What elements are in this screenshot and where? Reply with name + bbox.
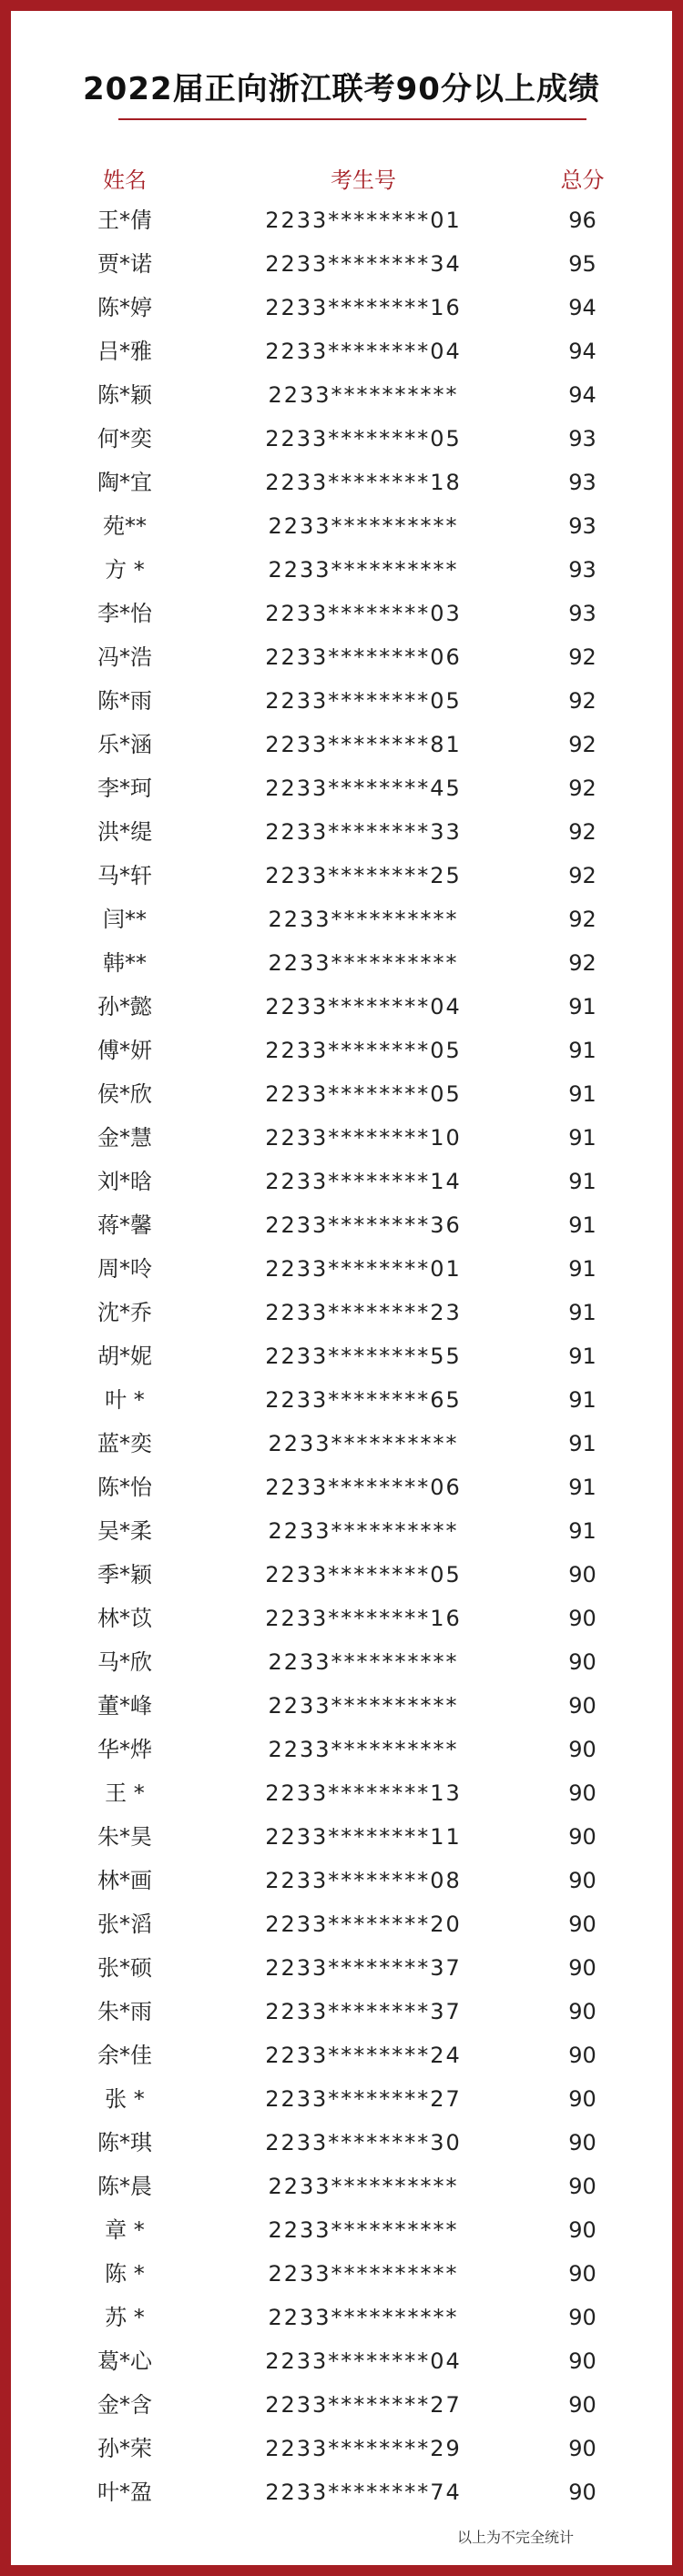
exam-id: 2233********05 [265, 426, 462, 451]
total-score: 91 [568, 1475, 596, 1500]
table-row [11, 504, 672, 548]
total-score: 91 [568, 1387, 596, 1413]
student-name: 陈*雨 [97, 688, 152, 714]
student-name: 叶 * [105, 1387, 145, 1413]
total-score: 90 [568, 1780, 596, 1806]
student-name: 陈*晨 [97, 2174, 152, 2199]
total-score: 91 [568, 1431, 596, 1456]
table-row [11, 766, 672, 810]
title-divider [118, 118, 586, 120]
table-row [11, 461, 672, 504]
table-row [11, 2165, 672, 2208]
exam-id: 2233********81 [265, 732, 462, 757]
student-name: 蓝*奕 [97, 1431, 152, 1456]
total-score: 91 [568, 1300, 596, 1325]
exam-id: 2233********** [268, 2174, 459, 2199]
student-name: 季*颖 [97, 1562, 152, 1587]
total-score: 90 [568, 2436, 596, 2461]
exam-id: 2233********08 [265, 1868, 462, 1893]
total-score: 90 [568, 1606, 596, 1631]
exam-id: 2233********05 [265, 1038, 462, 1063]
student-name: 苏 * [105, 2305, 145, 2330]
exam-id: 2233********20 [265, 1912, 462, 1937]
table-row [11, 1553, 672, 1597]
exam-id: 2233********29 [265, 2436, 462, 2461]
exam-id: 2233********** [268, 907, 459, 932]
total-score: 93 [568, 513, 596, 539]
student-name: 章 * [105, 2217, 145, 2243]
total-score: 93 [568, 601, 596, 626]
table-row [11, 2427, 672, 2470]
exam-id: 2233********36 [265, 1212, 462, 1238]
total-score: 91 [568, 1256, 596, 1282]
total-score: 92 [568, 950, 596, 976]
total-score: 91 [568, 1518, 596, 1544]
exam-id: 2233********45 [265, 776, 462, 801]
exam-id: 2233********55 [265, 1344, 462, 1369]
table-row [11, 2470, 672, 2514]
student-name: 沈*乔 [97, 1300, 152, 1325]
table-row [11, 2033, 672, 2077]
total-score: 90 [568, 2130, 596, 2155]
footnote: 以上为不完全统计 [456, 2529, 574, 2546]
exam-id: 2233********24 [265, 2043, 462, 2068]
table-row [11, 1334, 672, 1378]
table-row [11, 592, 672, 635]
total-score: 90 [568, 1912, 596, 1937]
table-row [11, 635, 672, 679]
total-score: 90 [568, 1955, 596, 1981]
table-row [11, 1160, 672, 1203]
total-score: 90 [568, 2480, 596, 2505]
table-row [11, 330, 672, 373]
exam-id: 2233********03 [265, 601, 462, 626]
total-score: 96 [568, 208, 596, 233]
table-row [11, 2208, 672, 2252]
student-name: 陈*婷 [97, 295, 152, 320]
student-name: 马*轩 [97, 863, 152, 888]
student-name: 贾*诺 [97, 251, 152, 277]
total-score: 90 [568, 1693, 596, 1719]
student-name: 胡*妮 [97, 1344, 152, 1369]
student-name: 陶*宜 [97, 470, 152, 495]
student-name: 马*欣 [97, 1649, 152, 1675]
table-row [11, 548, 672, 592]
table-row [11, 242, 672, 286]
student-name: 侯*欣 [97, 1081, 152, 1107]
exam-id: 2233********** [268, 2305, 459, 2330]
student-name: 吴*柔 [97, 1518, 152, 1544]
table-row [11, 1859, 672, 1902]
total-score: 90 [568, 1868, 596, 1893]
exam-id: 2233********65 [265, 1387, 462, 1413]
table-row [11, 198, 672, 242]
exam-id: 2233********37 [265, 1955, 462, 1981]
table-row [11, 2296, 672, 2339]
total-score: 90 [568, 2217, 596, 2243]
student-name: 董*峰 [97, 1693, 152, 1719]
exam-id: 2233********25 [265, 863, 462, 888]
student-name: 金*慧 [97, 1125, 152, 1151]
table-row [11, 2383, 672, 2427]
student-name: 张 * [105, 2086, 145, 2112]
student-name: 张*滔 [97, 1912, 152, 1937]
exam-id: 2233********** [268, 2217, 459, 2243]
table-row [11, 286, 672, 330]
exam-id: 2233********01 [265, 208, 462, 233]
table-row [11, 1247, 672, 1291]
table-row [11, 2077, 672, 2121]
student-name: 葛*心 [97, 2348, 152, 2374]
total-score: 91 [568, 1212, 596, 1238]
exam-id: 2233********** [268, 513, 459, 539]
student-name: 陈 * [105, 2261, 145, 2287]
total-score: 91 [568, 1344, 596, 1369]
student-name: 冯*浩 [97, 644, 152, 670]
exam-id: 2233********** [268, 1518, 459, 1544]
exam-id: 2233********16 [265, 1606, 462, 1631]
exam-id: 2233********05 [265, 1562, 462, 1587]
table-row [11, 1422, 672, 1465]
exam-id: 2233********18 [265, 470, 462, 495]
exam-id: 2233********16 [265, 295, 462, 320]
exam-id: 2233********04 [265, 339, 462, 364]
table-row [11, 1116, 672, 1160]
page-title: 2022届正向浙江联考90分以上成绩 [83, 71, 600, 107]
table-row [11, 1203, 672, 1247]
header-exam-id: 考生号 [331, 167, 396, 193]
total-score: 93 [568, 470, 596, 495]
exam-id: 2233********** [268, 950, 459, 976]
table-row [11, 1640, 672, 1684]
exam-id: 2233********37 [265, 1999, 462, 2024]
student-name: 何*奕 [97, 426, 152, 451]
student-name: 林*画 [97, 1868, 152, 1893]
student-name: 陈*琪 [97, 2130, 152, 2155]
student-name: 洪*缇 [97, 819, 152, 845]
total-score: 90 [568, 1737, 596, 1762]
exam-id: 2233********** [268, 557, 459, 583]
exam-id: 2233********27 [265, 2086, 462, 2112]
student-name: 闫** [103, 907, 147, 932]
table-row [11, 1771, 672, 1815]
total-score: 91 [568, 1081, 596, 1107]
student-name: 李*怡 [97, 601, 152, 626]
student-name: 华*烨 [97, 1737, 152, 1762]
student-name: 金*含 [97, 2392, 152, 2418]
exam-id: 2233********04 [265, 2348, 462, 2374]
exam-id: 2233********01 [265, 1256, 462, 1282]
total-score: 95 [568, 251, 596, 277]
student-name: 李*珂 [97, 776, 152, 801]
table-row [11, 1902, 672, 1946]
exam-id: 2233********33 [265, 819, 462, 845]
total-score: 91 [568, 1169, 596, 1194]
total-score: 94 [568, 382, 596, 408]
exam-id: 2233********74 [265, 2480, 462, 2505]
student-name: 陈*怡 [97, 1475, 152, 1500]
exam-id: 2233********** [268, 1737, 459, 1762]
total-score: 90 [568, 2261, 596, 2287]
table-row [11, 898, 672, 941]
student-name: 韩** [103, 950, 147, 976]
table-row [11, 2252, 672, 2296]
student-name: 吕*雅 [97, 339, 152, 364]
table-row [11, 941, 672, 985]
student-name: 朱*雨 [97, 1999, 152, 2024]
table-row [11, 2121, 672, 2165]
header-score: 总分 [560, 167, 605, 193]
exam-id: 2233********** [268, 1649, 459, 1675]
total-score: 91 [568, 1038, 596, 1063]
total-score: 90 [568, 1999, 596, 2024]
table-row [11, 723, 672, 766]
student-name: 傅*妍 [97, 1038, 152, 1063]
total-score: 92 [568, 732, 596, 757]
total-score: 93 [568, 557, 596, 583]
total-score: 91 [568, 1125, 596, 1151]
exam-id: 2233********27 [265, 2392, 462, 2418]
student-name: 余*佳 [97, 2043, 152, 2068]
table-row [11, 373, 672, 417]
total-score: 90 [568, 2086, 596, 2112]
exam-id: 2233********23 [265, 1300, 462, 1325]
table-row [11, 810, 672, 854]
exam-id: 2233********06 [265, 644, 462, 670]
total-score: 92 [568, 863, 596, 888]
table-row [11, 417, 672, 461]
table-row [11, 1465, 672, 1509]
total-score: 92 [568, 819, 596, 845]
score-table [11, 198, 672, 2514]
exam-id: 2233********06 [265, 1475, 462, 1500]
total-score: 90 [568, 2348, 596, 2374]
student-name: 王*倩 [97, 208, 152, 233]
table-row [11, 1509, 672, 1553]
student-name: 叶*盈 [97, 2480, 152, 2505]
table-row [11, 1378, 672, 1422]
exam-id: 2233********** [268, 382, 459, 408]
total-score: 92 [568, 644, 596, 670]
exam-id: 2233********05 [265, 1081, 462, 1107]
total-score: 91 [568, 994, 596, 1019]
exam-id: 2233********05 [265, 688, 462, 714]
student-name: 陈*颖 [97, 382, 152, 408]
table-row [11, 2339, 672, 2383]
table-row [11, 1597, 672, 1640]
student-name: 张*硕 [97, 1955, 152, 1981]
student-name: 周*呤 [97, 1256, 152, 1282]
total-score: 93 [568, 426, 596, 451]
table-row [11, 1815, 672, 1859]
total-score: 90 [568, 2043, 596, 2068]
table-row [11, 985, 672, 1029]
student-name: 苑** [103, 513, 147, 539]
student-name: 孙*荣 [97, 2436, 152, 2461]
table-row [11, 854, 672, 898]
total-score: 90 [568, 1649, 596, 1675]
exam-id: 2233********** [268, 2261, 459, 2287]
table-header [11, 162, 672, 195]
exam-id: 2233********34 [265, 251, 462, 277]
table-row [11, 1029, 672, 1072]
student-name: 林*苡 [97, 1606, 152, 1631]
student-name: 方 * [105, 557, 145, 583]
total-score: 90 [568, 1562, 596, 1587]
total-score: 92 [568, 688, 596, 714]
exam-id: 2233********11 [265, 1824, 462, 1850]
table-row [11, 1684, 672, 1728]
total-score: 94 [568, 339, 596, 364]
total-score: 90 [568, 2392, 596, 2418]
student-name: 孙*懿 [97, 994, 152, 1019]
exam-id: 2233********14 [265, 1169, 462, 1194]
table-row [11, 1728, 672, 1771]
table-row [11, 1946, 672, 1990]
header-name: 姓名 [103, 167, 147, 193]
student-name: 刘*晗 [97, 1169, 152, 1194]
total-score: 94 [568, 295, 596, 320]
total-score: 90 [568, 2174, 596, 2199]
exam-id: 2233********** [268, 1693, 459, 1719]
exam-id: 2233********** [268, 1431, 459, 1456]
student-name: 朱*昊 [97, 1824, 152, 1850]
total-score: 90 [568, 1824, 596, 1850]
table-row [11, 679, 672, 723]
exam-id: 2233********13 [265, 1780, 462, 1806]
student-name: 蒋*馨 [97, 1212, 152, 1238]
exam-id: 2233********10 [265, 1125, 462, 1151]
table-row [11, 1072, 672, 1116]
table-row [11, 1291, 672, 1334]
student-name: 王 * [105, 1780, 145, 1806]
total-score: 92 [568, 776, 596, 801]
table-row [11, 1990, 672, 2033]
total-score: 92 [568, 907, 596, 932]
exam-id: 2233********04 [265, 994, 462, 1019]
total-score: 90 [568, 2305, 596, 2330]
exam-id: 2233********30 [265, 2130, 462, 2155]
student-name: 乐*涵 [97, 732, 152, 757]
